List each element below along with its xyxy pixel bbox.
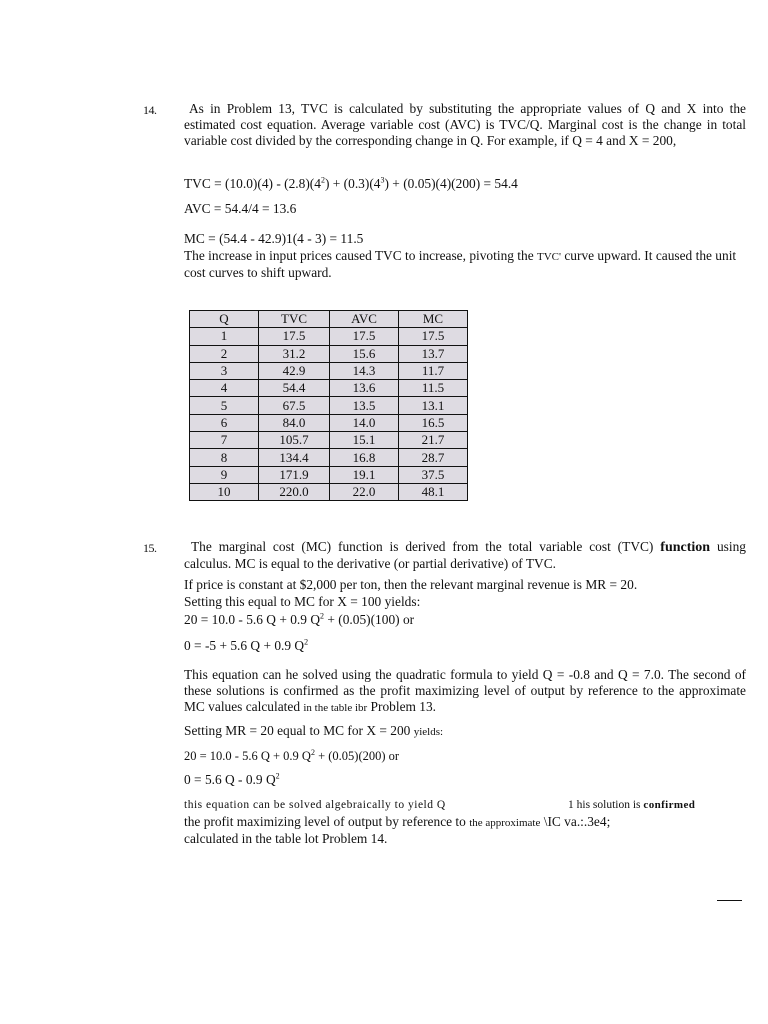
table-cell: 220.0 bbox=[259, 483, 330, 500]
table-cell: 14.3 bbox=[330, 362, 399, 379]
table-header-row bbox=[190, 311, 468, 328]
avc-equation: AVC = 54.4/4 = 13.6 bbox=[184, 201, 297, 216]
table-cell: 105.7 bbox=[259, 432, 330, 449]
quadratic-explanation: This equation can he solved using the quadratic formula to yield Q = -0.8 and Q = 7.0. The second of these solutions is confirmed as the profit maximizing level of output by reference to the approximate MC values calculated in the table ibr Problem 13. bbox=[184, 667, 746, 715]
profit-max-reference: the profit maximizing level of output by reference to the approximate \IC va.:.3e4; bbox=[184, 814, 611, 829]
column-header: MC bbox=[399, 311, 468, 328]
table-cell: 31.2 bbox=[259, 345, 330, 362]
table-cell: 48.1 bbox=[399, 483, 468, 500]
table-cell: 171.9 bbox=[259, 466, 330, 483]
table-cell: 4 bbox=[190, 380, 259, 397]
equation-4: 0 = 5.6 Q - 0.9 $Q^2$ bbox=[184, 771, 280, 787]
table-cell: 67.5 bbox=[259, 397, 330, 414]
mc-equation: MC = (54.4 - 42.9)1(4 - 3) = 11.5 bbox=[184, 231, 364, 246]
column-header: TVC bbox=[259, 311, 330, 328]
table-row bbox=[190, 483, 468, 500]
table-cell: 21.7 bbox=[399, 432, 468, 449]
input-price-explanation: The increase in input prices caused TVC to increase, pivoting the TVC' curve upward. It caused the unit cost curves to shift upward. bbox=[184, 248, 737, 281]
cost-table bbox=[189, 310, 468, 501]
table-row bbox=[190, 380, 468, 397]
table-cell: 15.6 bbox=[330, 345, 399, 362]
price-statement: If price is constant at $2,000 per ton, then the relevant marginal revenue is MR = 20. bbox=[184, 577, 638, 592]
table-cell: 13.6 bbox=[330, 380, 399, 397]
table-cell: 13.1 bbox=[399, 397, 468, 414]
table-cell: 5 bbox=[190, 397, 259, 414]
table-cell: 28.7 bbox=[399, 449, 468, 466]
table-cell: 19.1 bbox=[330, 466, 399, 483]
table-cell: 37.5 bbox=[399, 466, 468, 483]
table-cell: 84.0 bbox=[259, 414, 330, 431]
table-cell: 13.5 bbox=[330, 397, 399, 414]
column-header: Q bbox=[190, 311, 259, 328]
table-cell: 8 bbox=[190, 449, 259, 466]
table-cell: 22.0 bbox=[330, 483, 399, 500]
table-cell: 42.9 bbox=[259, 362, 330, 379]
equation-2: 0 = -5 + 5.6 Q + 0.9 $Q^2$ bbox=[184, 637, 309, 653]
table-cell: 17.5 bbox=[399, 328, 468, 345]
problem-15-intro: The marginal cost (MC) function is derived from the total variable cost (TVC) function using calculus. MC is equal to the derivative (or partial derivative) of TVC. bbox=[184, 539, 746, 572]
footer-rule bbox=[717, 900, 742, 901]
table-cell: 134.4 bbox=[259, 449, 330, 466]
table-row bbox=[190, 432, 468, 449]
tvc-equation: TVC = $(10.0)(4) - (2.8)(4^2) + (0.3)(4^3) + (0.05)(4)(200) = 54.4$ bbox=[184, 175, 518, 191]
table-cell: 16.8 bbox=[330, 449, 399, 466]
table-cell: 10 bbox=[190, 483, 259, 500]
algebraic-solution: this equation can be solved algebraically to yield Q bbox=[184, 799, 446, 811]
table-row bbox=[190, 328, 468, 345]
table-cell: 15.1 bbox=[330, 432, 399, 449]
table-cell: 11.5 bbox=[399, 380, 468, 397]
table-row bbox=[190, 466, 468, 483]
solution-confirmed: 1 his solution is confirmed bbox=[568, 799, 696, 811]
table-cell: 1 bbox=[190, 328, 259, 345]
table-cell: 17.5 bbox=[259, 328, 330, 345]
table-cell: 14.0 bbox=[330, 414, 399, 431]
table-row bbox=[190, 362, 468, 379]
table-row bbox=[190, 449, 468, 466]
table-cell: 2 bbox=[190, 345, 259, 362]
problem-14-intro: As in Problem 13, TVC is calculated by substituting the appropriate values of Q and X into the estimated cost equation. Average variable cost (AVC) is TVC/Q. Marginal cost is the change in total variable cost divided by the corresponding change in Q. For example, if Q = 4 and X = 200, bbox=[184, 101, 746, 149]
table-cell: 6 bbox=[190, 414, 259, 431]
table-cell: 13.7 bbox=[399, 345, 468, 362]
table-cell: 3 bbox=[190, 362, 259, 379]
table-reference: calculated in the table lot Problem 14. bbox=[184, 831, 388, 846]
column-header: AVC bbox=[330, 311, 399, 328]
problem-number-14: 14. bbox=[143, 103, 157, 117]
table-cell: 17.5 bbox=[330, 328, 399, 345]
table-cell: 9 bbox=[190, 466, 259, 483]
table-cell: 11.7 bbox=[399, 362, 468, 379]
equation-3: 20 = 10.0 - 5.6 Q + 0.9 $Q^2 + (0.05)(200)$ or bbox=[184, 747, 400, 763]
problem-number-15: 15. bbox=[143, 541, 157, 555]
table-cell: 54.4 bbox=[259, 380, 330, 397]
setting-mr-x200: Setting MR = 20 equal to MC for X = 200 yields: bbox=[184, 723, 444, 738]
table-row bbox=[190, 345, 468, 362]
table-cell: 16.5 bbox=[399, 414, 468, 431]
table-cell: 7 bbox=[190, 432, 259, 449]
setting-statement: Setting this equal to MC for X = 100 yields: bbox=[184, 594, 421, 609]
equation-1: 20 = 10.0 - 5.6 Q + 0.9 $Q^2 + (0.05)(100)$ or bbox=[184, 611, 415, 627]
table-row bbox=[190, 414, 468, 431]
table-row bbox=[190, 397, 468, 414]
